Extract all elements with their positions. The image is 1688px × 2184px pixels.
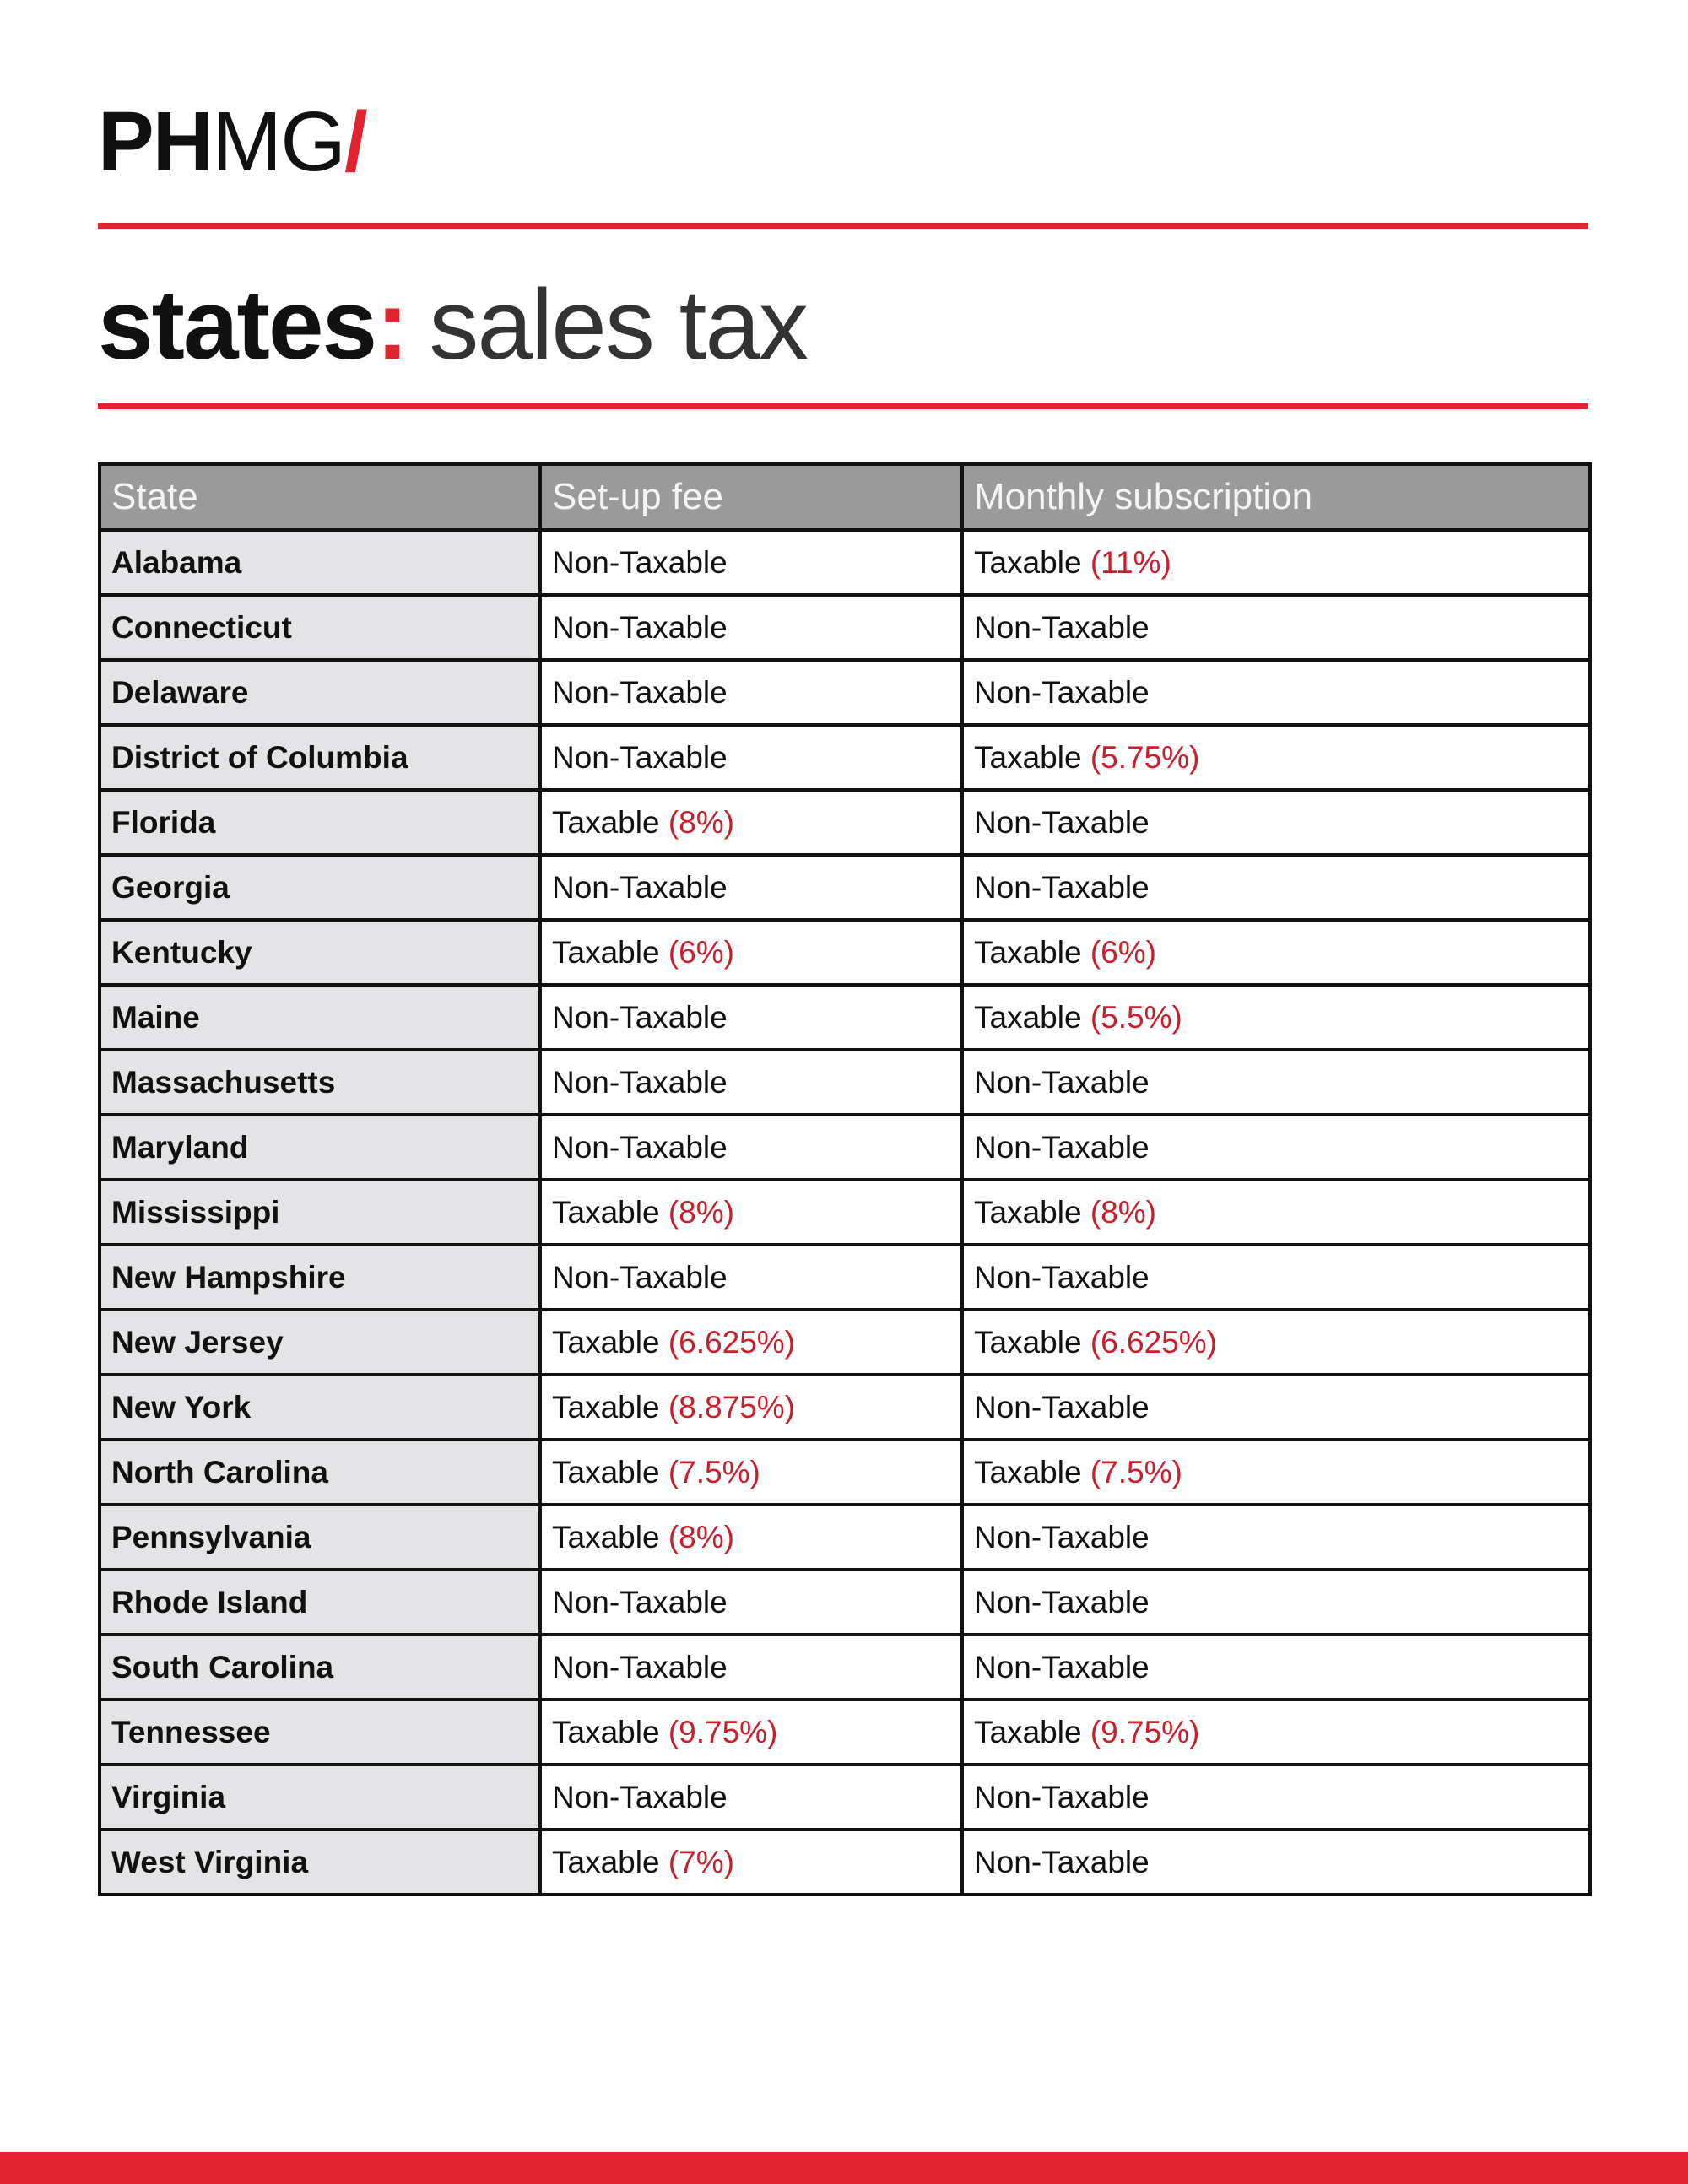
monthly-subscription-cell	[962, 1700, 1590, 1765]
table-row	[100, 1245, 1590, 1310]
title-colon: :	[376, 269, 408, 381]
tax-status-label: Taxable	[552, 1390, 660, 1424]
setup-fee-cell	[540, 660, 962, 725]
top-divider	[98, 223, 1588, 229]
tax-rate: (8%)	[668, 805, 734, 840]
monthly-subscription-cell	[962, 1570, 1590, 1635]
setup-fee-cell	[540, 790, 962, 855]
setup-fee-cell	[540, 530, 962, 595]
tax-status-label: Non-Taxable	[552, 870, 728, 905]
table-row	[100, 1700, 1590, 1765]
table-row	[100, 985, 1590, 1050]
tax-status-label: Taxable	[974, 1455, 1082, 1489]
setup-fee-cell	[540, 595, 962, 660]
table-row	[100, 1375, 1590, 1440]
tax-status-label: Taxable	[552, 1455, 660, 1489]
header-monthly-subscription: Monthly subscription	[962, 464, 1590, 530]
tax-rate: (8.875%)	[668, 1390, 795, 1424]
logo-bold-part: PH	[98, 95, 212, 189]
table-row	[100, 1830, 1590, 1895]
state-name-cell: Maine	[100, 985, 540, 1050]
tax-rate: (7%)	[668, 1845, 734, 1879]
tax-status-label: Non-Taxable	[974, 870, 1150, 905]
tax-rate: (8%)	[668, 1195, 734, 1230]
setup-fee-cell	[540, 1115, 962, 1180]
monthly-subscription-cell	[962, 1505, 1590, 1570]
table-row	[100, 1635, 1590, 1700]
setup-fee-cell	[540, 1375, 962, 1440]
tax-status-label: Non-Taxable	[552, 545, 728, 580]
table-row	[100, 1440, 1590, 1505]
tax-rate: (9.75%)	[1090, 1715, 1200, 1749]
table-row	[100, 1050, 1590, 1115]
tax-rate: (5.5%)	[1090, 1000, 1182, 1035]
tax-status-label: Non-Taxable	[552, 1130, 728, 1165]
table-row	[100, 1570, 1590, 1635]
monthly-subscription-cell	[962, 660, 1590, 725]
monthly-subscription-cell	[962, 1765, 1590, 1830]
tax-status-label: Taxable	[552, 1715, 660, 1749]
tax-status-label: Non-Taxable	[974, 1260, 1150, 1295]
setup-fee-cell	[540, 1700, 962, 1765]
state-name-cell: North Carolina	[100, 1440, 540, 1505]
state-name-cell: Florida	[100, 790, 540, 855]
tax-rate: (8%)	[668, 1520, 734, 1554]
monthly-subscription-cell	[962, 855, 1590, 920]
setup-fee-cell	[540, 1310, 962, 1375]
state-name-cell: Maryland	[100, 1115, 540, 1180]
tax-rate: (7.5%)	[668, 1455, 760, 1489]
header-setup-fee: Set-up fee	[540, 464, 962, 530]
setup-fee-cell	[540, 1765, 962, 1830]
state-name-cell: South Carolina	[100, 1635, 540, 1700]
tax-status-label: Non-Taxable	[974, 610, 1150, 645]
state-name-cell: Tennessee	[100, 1700, 540, 1765]
state-name-cell: Georgia	[100, 855, 540, 920]
setup-fee-cell	[540, 985, 962, 1050]
state-name-cell: Mississippi	[100, 1180, 540, 1245]
tax-status-label: Taxable	[552, 1845, 660, 1879]
state-name-cell: Connecticut	[100, 595, 540, 660]
table-row	[100, 1505, 1590, 1570]
title-light: sales tax	[429, 269, 808, 381]
tax-status-label: Non-Taxable	[974, 1585, 1150, 1619]
state-name-cell: Delaware	[100, 660, 540, 725]
tax-rate: (5.75%)	[1090, 740, 1200, 775]
setup-fee-cell	[540, 1440, 962, 1505]
monthly-subscription-cell	[962, 920, 1590, 985]
monthly-subscription-cell	[962, 1115, 1590, 1180]
table-row	[100, 920, 1590, 985]
tax-status-label: Non-Taxable	[974, 1130, 1150, 1165]
tax-status-label: Taxable	[974, 935, 1082, 970]
setup-fee-cell	[540, 1570, 962, 1635]
tax-rate: (6%)	[1090, 935, 1156, 970]
page-title	[98, 270, 807, 380]
setup-fee-cell	[540, 1050, 962, 1115]
monthly-subscription-cell	[962, 1180, 1590, 1245]
header-state: State	[100, 464, 540, 530]
tax-status-label: Non-Taxable	[552, 610, 728, 645]
tax-status-label: Non-Taxable	[552, 1260, 728, 1295]
monthly-subscription-cell	[962, 985, 1590, 1050]
monthly-subscription-cell	[962, 1830, 1590, 1895]
tax-status-label: Taxable	[974, 545, 1082, 580]
state-name-cell: Virginia	[100, 1765, 540, 1830]
table-row	[100, 660, 1590, 725]
monthly-subscription-cell	[962, 1310, 1590, 1375]
brand-logo	[98, 95, 366, 189]
tax-status-label: Taxable	[552, 1325, 660, 1360]
state-name-cell: New Jersey	[100, 1310, 540, 1375]
tax-rate: (6.625%)	[668, 1325, 795, 1360]
tax-rate: (9.75%)	[668, 1715, 778, 1749]
table-row	[100, 595, 1590, 660]
setup-fee-cell	[540, 855, 962, 920]
state-name-cell: Massachusetts	[100, 1050, 540, 1115]
title-bold: states	[98, 269, 376, 381]
table-header-row	[100, 464, 1590, 530]
monthly-subscription-cell	[962, 1245, 1590, 1310]
state-name-cell: District of Columbia	[100, 725, 540, 790]
setup-fee-cell	[540, 920, 962, 985]
tax-status-label: Non-Taxable	[974, 1065, 1150, 1100]
title-divider	[98, 403, 1588, 409]
tax-rate: (6%)	[668, 935, 734, 970]
table-body	[100, 530, 1590, 1895]
tax-status-label: Non-Taxable	[552, 1000, 728, 1035]
monthly-subscription-cell	[962, 595, 1590, 660]
state-name-cell: New York	[100, 1375, 540, 1440]
table-row	[100, 1180, 1590, 1245]
monthly-subscription-cell	[962, 1440, 1590, 1505]
tax-status-label: Taxable	[552, 805, 660, 840]
tax-status-label: Taxable	[552, 1520, 660, 1554]
monthly-subscription-cell	[962, 530, 1590, 595]
setup-fee-cell	[540, 1505, 962, 1570]
table-row	[100, 1765, 1590, 1830]
tax-status-label: Taxable	[974, 740, 1082, 775]
tax-rate: (11%)	[1090, 545, 1171, 580]
state-name-cell: Alabama	[100, 530, 540, 595]
tax-status-label: Non-Taxable	[552, 675, 728, 710]
tax-status-label: Non-Taxable	[552, 1585, 728, 1619]
monthly-subscription-cell	[962, 1050, 1590, 1115]
tax-status-label: Taxable	[974, 1325, 1082, 1360]
table-row	[100, 855, 1590, 920]
table-row	[100, 530, 1590, 595]
table-row	[100, 790, 1590, 855]
monthly-subscription-cell	[962, 1635, 1590, 1700]
bottom-accent-bar	[0, 2152, 1688, 2184]
tax-status-label: Taxable	[552, 1195, 660, 1230]
tax-status-label: Non-Taxable	[974, 1650, 1150, 1684]
table-row	[100, 1310, 1590, 1375]
logo-slash: /	[344, 95, 366, 189]
tax-status-label: Non-Taxable	[974, 1390, 1150, 1424]
tax-status-label: Non-Taxable	[552, 1065, 728, 1100]
setup-fee-cell	[540, 1245, 962, 1310]
setup-fee-cell	[540, 1180, 962, 1245]
state-name-cell: Kentucky	[100, 920, 540, 985]
monthly-subscription-cell	[962, 790, 1590, 855]
state-name-cell: West Virginia	[100, 1830, 540, 1895]
tax-status-label: Non-Taxable	[974, 675, 1150, 710]
sales-tax-table	[98, 462, 1592, 1896]
table-row	[100, 725, 1590, 790]
tax-status-label: Non-Taxable	[974, 805, 1150, 840]
tax-status-label: Non-Taxable	[974, 1845, 1150, 1879]
state-name-cell: Pennsylvania	[100, 1505, 540, 1570]
tax-status-label: Non-Taxable	[974, 1520, 1150, 1554]
tax-status-label: Taxable	[552, 935, 660, 970]
tax-status-label: Non-Taxable	[552, 740, 728, 775]
setup-fee-cell	[540, 1830, 962, 1895]
table-row	[100, 1115, 1590, 1180]
monthly-subscription-cell	[962, 725, 1590, 790]
tax-status-label: Taxable	[974, 1195, 1082, 1230]
state-name-cell: New Hampshire	[100, 1245, 540, 1310]
logo-light-part: MG	[211, 95, 345, 189]
tax-rate: (8%)	[1090, 1195, 1156, 1230]
monthly-subscription-cell	[962, 1375, 1590, 1440]
state-name-cell: Rhode Island	[100, 1570, 540, 1635]
tax-rate: (6.625%)	[1090, 1325, 1217, 1360]
tax-status-label: Non-Taxable	[552, 1780, 728, 1814]
tax-status-label: Taxable	[974, 1715, 1082, 1749]
setup-fee-cell	[540, 1635, 962, 1700]
tax-status-label: Taxable	[974, 1000, 1082, 1035]
tax-status-label: Non-Taxable	[552, 1650, 728, 1684]
setup-fee-cell	[540, 725, 962, 790]
tax-rate: (7.5%)	[1090, 1455, 1182, 1489]
tax-status-label: Non-Taxable	[974, 1780, 1150, 1814]
